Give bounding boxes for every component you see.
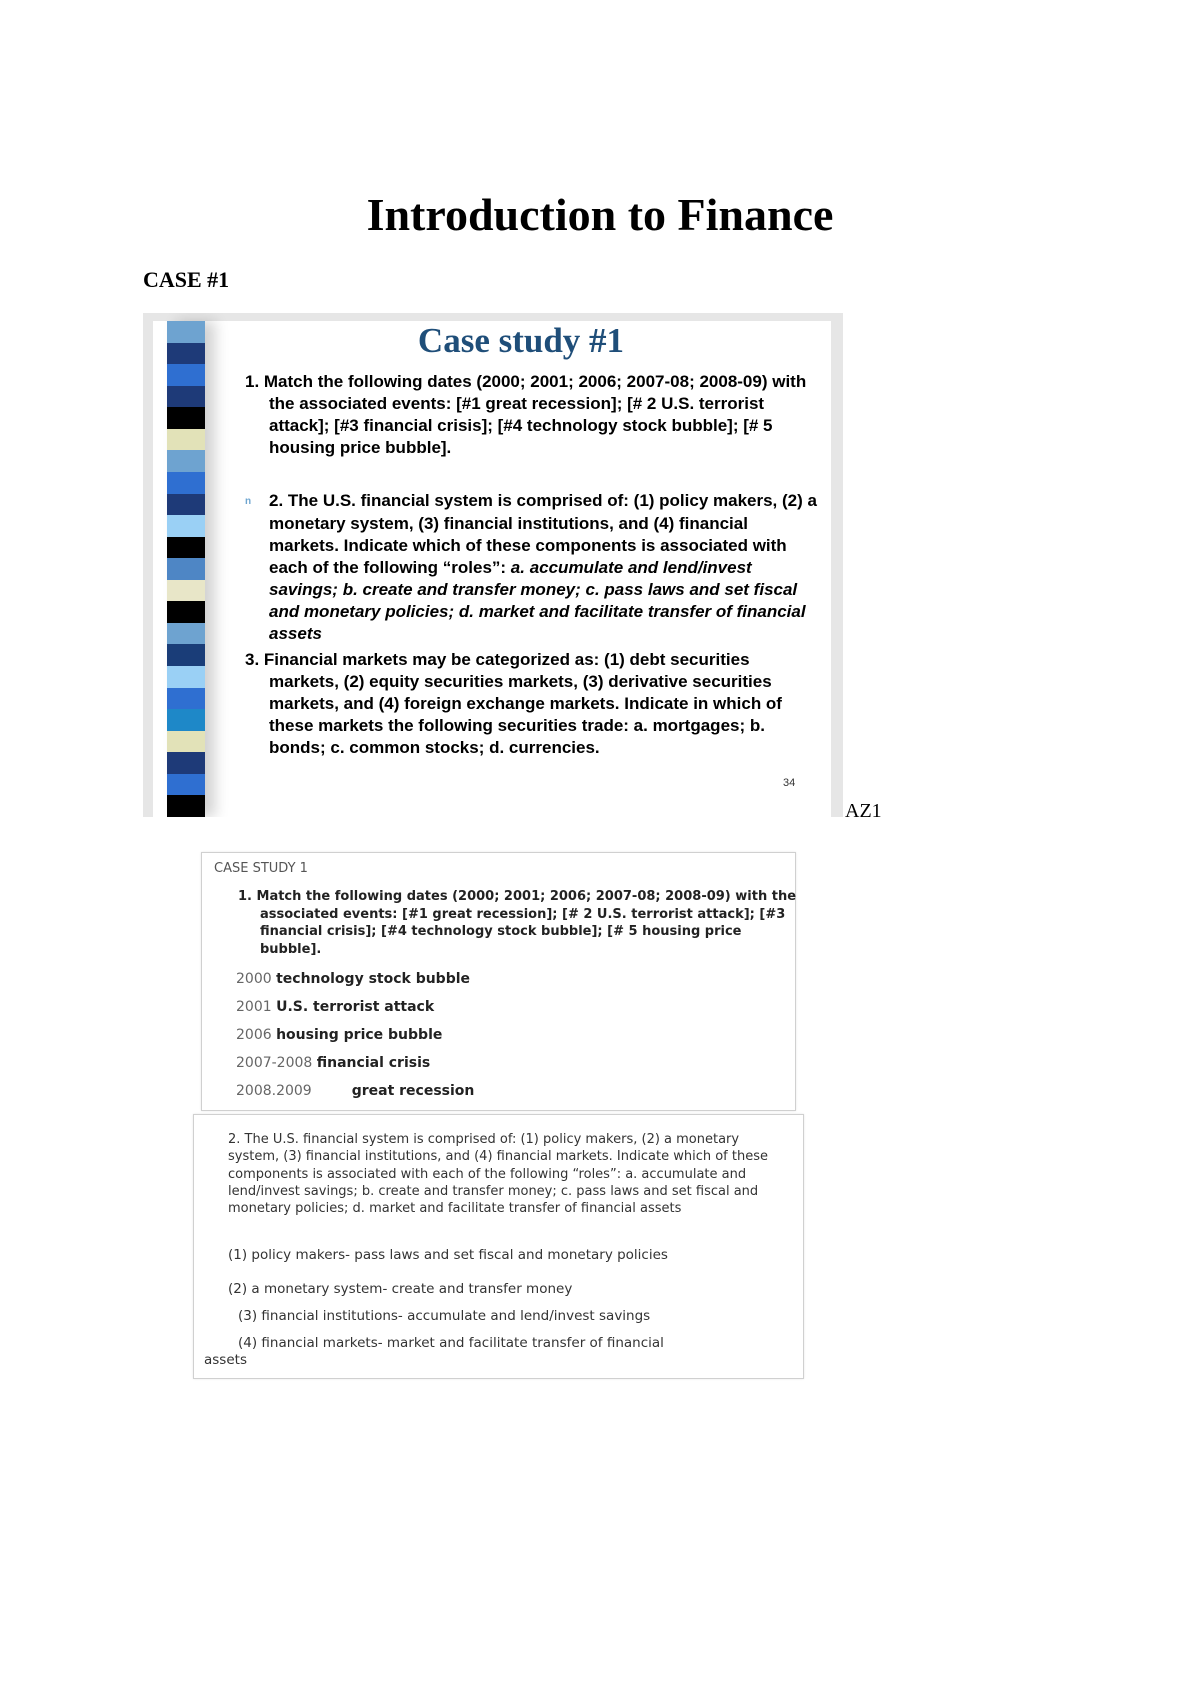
- answer-box-title: CASE STUDY 1: [214, 861, 308, 876]
- stripe-segment: [167, 472, 205, 494]
- case-study-slide: [143, 313, 843, 817]
- answer-event: great recession: [351, 1083, 475, 1099]
- answer-event: technology stock bubble: [276, 971, 471, 987]
- side-label: AZ1: [845, 800, 882, 822]
- stripe-segment: [167, 601, 205, 623]
- stripe-segment: [167, 795, 205, 817]
- stripe-segment: [167, 666, 205, 688]
- answer-row: [236, 1055, 430, 1071]
- answer-year: 2006: [236, 1027, 272, 1043]
- stripe-segment: [167, 580, 205, 602]
- stripe-segment: [167, 774, 205, 796]
- stripe-segment: [167, 515, 205, 537]
- answer-row: [236, 1027, 442, 1043]
- answer-box-2-question: 2. The U.S. financial system is comprised of: (1) policy makers, (2) a monetary system, (3) financial institutions, and (4) financial markets. Indicate which of these components is associated with each of the following “roles”: a. accumulate and lend/invest savings; b. create and transfer money; c. pass laws and set fiscal and monetary policies; d. market and facilitate transfer of financial assets: [228, 1132, 768, 1217]
- answer-line: (1) policy makers- pass laws and set fiscal and monetary policies: [228, 1247, 668, 1263]
- slide-body: [245, 371, 820, 759]
- answer-row: [236, 971, 470, 987]
- stripe-segment: [167, 429, 205, 451]
- answer-event: U.S. terrorist attack: [276, 999, 435, 1015]
- answer-event: housing price bubble: [276, 1027, 443, 1043]
- slide-page-number: 34: [783, 777, 796, 789]
- stripe-segment: [167, 644, 205, 666]
- answer-year: 2000: [236, 971, 272, 987]
- stripe-segment: [167, 343, 205, 365]
- answer-event: financial crisis: [316, 1055, 431, 1071]
- answer-year: 2001: [236, 999, 272, 1015]
- slide-question-2-intro: 2. The U.S. financial system is comprised of: (1) policy makers, (2) a monetary system, (3) financial institutions, and (4) financial markets. Indicate which of these components is associated with each of the following “roles”:: [269, 491, 817, 577]
- answer-box-2: [193, 1114, 804, 1379]
- stripe-segment: [167, 731, 205, 753]
- stripe-segment: [167, 494, 205, 516]
- answer-line: (4) financial markets- market and facilitate transfer of financial: [238, 1335, 664, 1351]
- stripe-segment: [167, 709, 205, 731]
- slide-question-1: 1. Match the following dates (2000; 2001; 2006; 2007-08; 2008-09) with the associated events: [#1 great recession]; [# 2 U.S. terrorist attack]; [#3 financial crisis]; [#4 technology stock bubble]; [# 5 housing price bubble].: [245, 372, 807, 457]
- answer-box-1-question: 1. Match the following dates (2000; 2001; 2006; 2007-08; 2008-09) with the associated events: [#1 great recession]; [# 2 U.S. terrorist attack]; [#3 financial crisis]; [#4 technology stock bubble]; [# 5 housing price bubble].: [238, 889, 797, 957]
- answer-line: assets: [204, 1352, 247, 1368]
- answer-row: [236, 1083, 474, 1099]
- slide-title: Case study #1: [417, 321, 625, 360]
- bullet-icon: n: [245, 496, 252, 507]
- answer-line: (3) financial institutions- accumulate and lend/invest savings: [238, 1308, 651, 1324]
- slide-decorative-stripe: [167, 321, 205, 817]
- answer-box-1: [201, 852, 796, 1111]
- stripe-segment: [167, 321, 205, 343]
- answer-line: (2) a monetary system- create and transfer money: [228, 1281, 573, 1297]
- answer-year: 2008.2009: [236, 1083, 312, 1099]
- stripe-segment: [167, 623, 205, 645]
- stripe-segment: [167, 752, 205, 774]
- stripe-segment: [167, 537, 205, 559]
- stripe-segment: [167, 450, 205, 472]
- slide-question-2-roles: a. accumulate and lend/invest savings; b. create and transfer money; c. pass laws and set fiscal and monetary policies; d. market and facilitate transfer of financial assets: [269, 558, 806, 643]
- stripe-segment: [167, 364, 205, 386]
- document-title: Introduction to Finance: [366, 189, 834, 240]
- answer-row: [236, 999, 434, 1015]
- case-heading: CASE #1: [143, 267, 230, 292]
- slide-question-3: 3. Financial markets may be categorized as: (1) debt securities markets, (2) equity securities markets, (3) derivative securities markets, and (4) foreign exchange markets. Indicate in which of these markets the following securities trade: a. mortgages; b. bonds; c. common stocks; d. currencies.: [245, 650, 782, 757]
- slide-question-2: [245, 490, 820, 645]
- stripe-segment: [167, 407, 205, 429]
- answer-year: 2007-2008: [236, 1055, 313, 1071]
- stripe-segment: [167, 688, 205, 710]
- stripe-segment: [167, 558, 205, 580]
- stripe-segment: [167, 386, 205, 408]
